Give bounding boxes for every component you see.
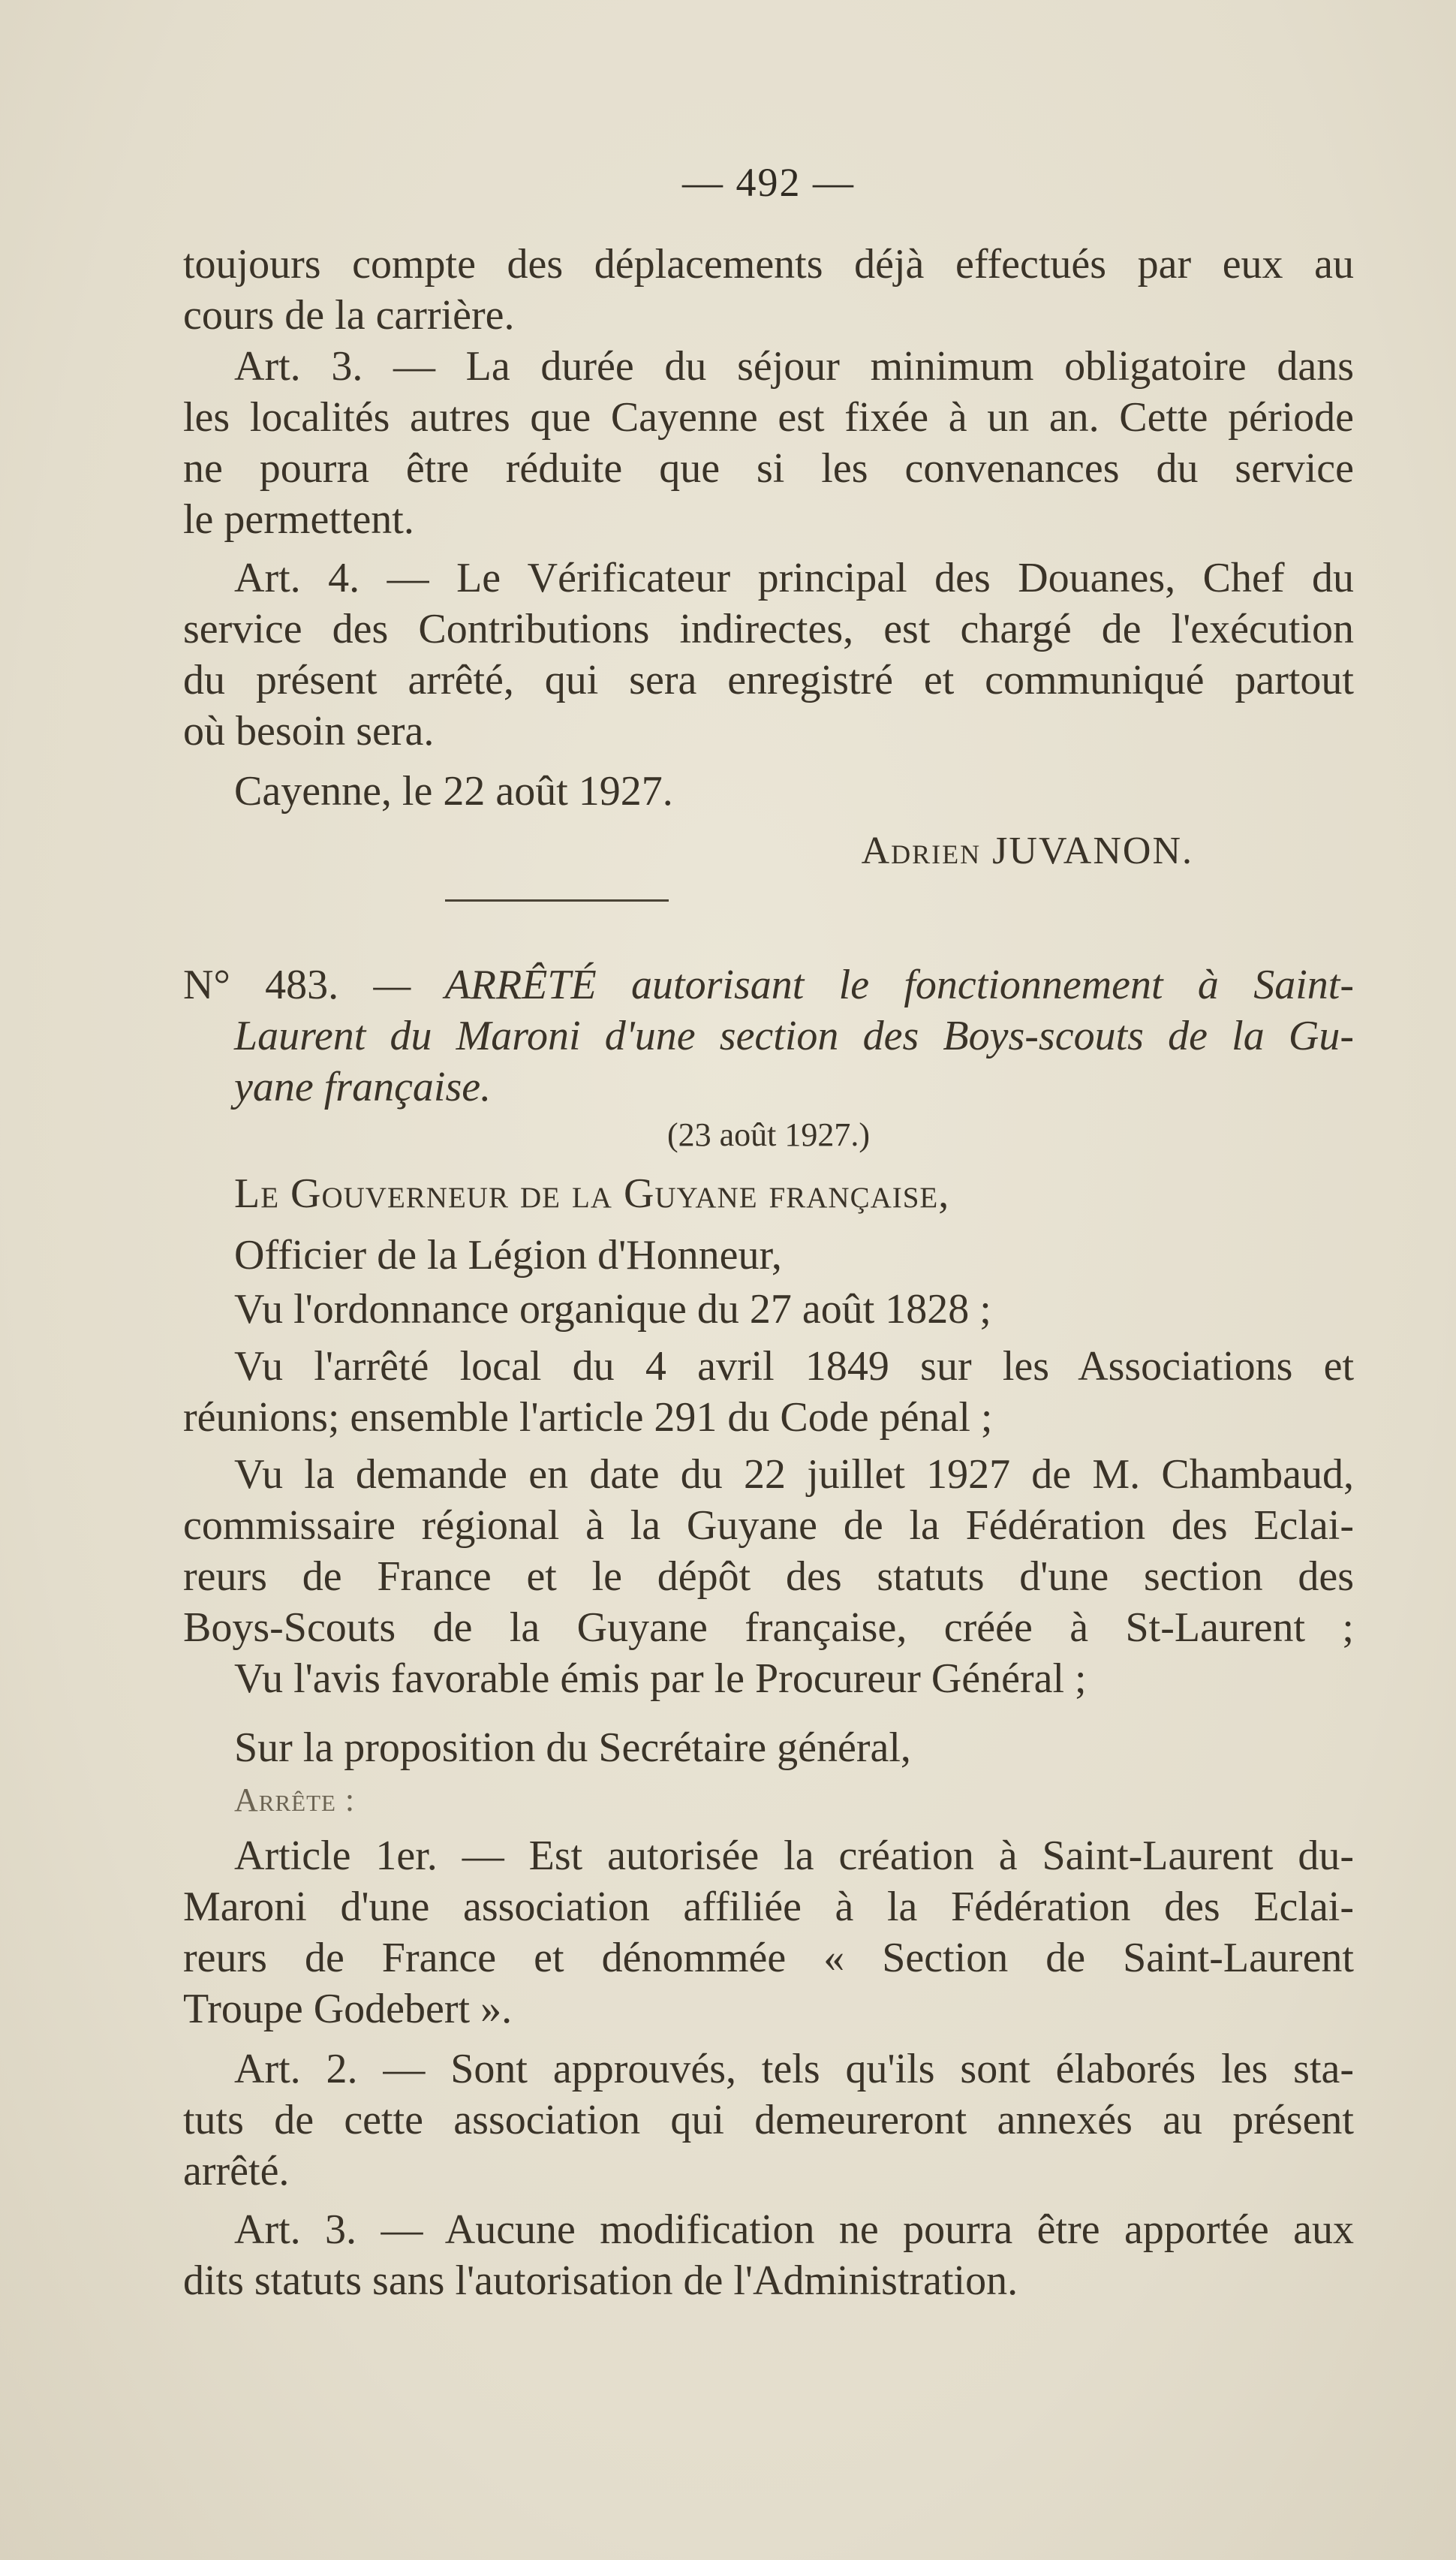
text-line: du présent arrêté, qui sera enregistré et communiqué partout [183, 657, 1354, 703]
arrete-heading: Arrête : [234, 1781, 356, 1818]
body-line: Vu la demande en date du 22 juillet 1927 de M. Chambaud, [234, 1451, 1354, 1498]
body-line: Maroni d'une association affiliée à la Fédération des Eclai- [183, 1884, 1354, 1930]
body-line: réunions; ensemble l'article 291 du Code pénal ; [183, 1394, 993, 1441]
decree-title-2: Laurent du Maroni d'une section des Boys-scouts de la Gu- [234, 1013, 1354, 1059]
body-line: Vu l'ordonnance organique du 27 août 1828 ; [234, 1286, 991, 1333]
text-line: service des Contributions indirectes, est chargé de l'exécution [183, 606, 1354, 652]
body-line: Troupe Godebert ». [183, 1986, 513, 2032]
page-number: — 492 — [682, 160, 855, 205]
body-line: commissaire régional à la Guyane de la Fédération des Eclai- [183, 1502, 1354, 1549]
body-line: Officier de la Légion d'Honneur, [234, 1232, 782, 1278]
text-line: Art. 4. — Le Vérificateur principal des Douanes, Chef du [234, 555, 1354, 601]
decree-number: N° 483. [183, 962, 339, 1008]
body-line: arrêté. [183, 2148, 290, 2194]
section-divider [445, 899, 669, 902]
body-line: Article 1er. — Est autorisée la création à Saint-Laurent du- [234, 1833, 1354, 1879]
place-date-line: Cayenne, le 22 août 1927. [234, 768, 673, 815]
text-line: Art. 3. — La durée du séjour minimum obligatoire dans [234, 343, 1354, 390]
body-line: Vu l'avis favorable émis par le Procureur Général ; [234, 1655, 1087, 1702]
body-line: Sur la proposition du Secrétaire général, [234, 1724, 911, 1771]
body-line: Art. 3. — Aucune modification ne pourra être apportée aux [234, 2206, 1354, 2253]
body-line: Boys-Scouts de la Guyane française, créée à St-Laurent ; [183, 1604, 1354, 1651]
decree-date: (23 août 1927.) [666, 1116, 871, 1153]
text-line: toujours compte des déplacements déjà effectués par eux au [183, 241, 1354, 288]
body-line: tuts de cette association qui demeureront annexés au présent [183, 2097, 1354, 2143]
body-line: reurs de France et dénommée « Section de Saint-Laurent [183, 1935, 1354, 1981]
body-line: reurs de France et le dépôt des statuts d'une section des [183, 1553, 1354, 1600]
text-line: les localités autres que Cayenne est fixée à un an. Cette période [183, 394, 1354, 441]
decree-title-1: — ARRÊTÉ autorisant le fonctionnement à Saint- [373, 962, 1354, 1008]
text-line: le permettent. [183, 496, 414, 543]
decree-title-3: yane française. [234, 1064, 492, 1110]
text-line: où besoin sera. [183, 708, 435, 754]
body-line: Vu l'arrêté local du 4 avril 1849 sur les Associations et [234, 1343, 1354, 1390]
text-line: ne pourra être réduite que si les convenances du service [183, 445, 1354, 492]
signature: Adrien JUVANON. [861, 830, 1193, 872]
body-line: dits statuts sans l'autorisation de l'Administration. [183, 2257, 1018, 2304]
decree-title-line [183, 959, 1354, 1010]
body-line: Art. 2. — Sont approuvés, tels qu'ils sont élaborés les sta- [234, 2046, 1354, 2092]
text-line: cours de la carrière. [183, 292, 515, 339]
body-line: Le Gouverneur de la Guyane française, [234, 1170, 950, 1217]
